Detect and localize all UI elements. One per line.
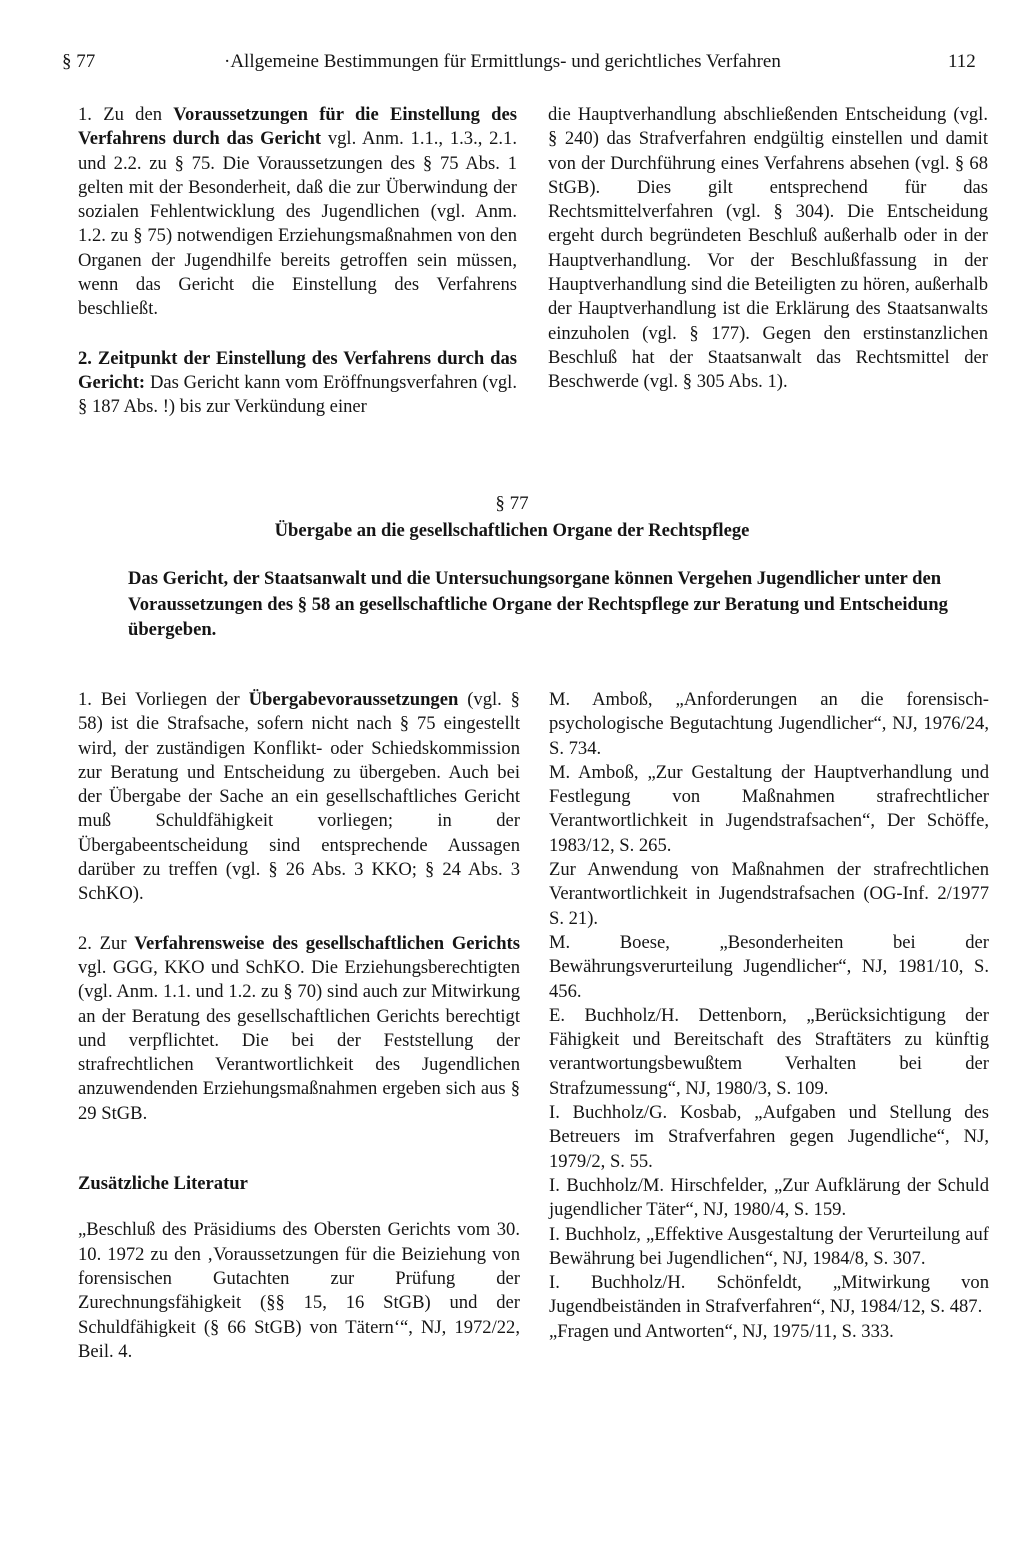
paragraph-text: vgl. GGG, KKO und SchKO. Die Erziehungsberechtigten (vgl. Anm. 1.1. und 1.2. zu § 70) sind auch zur Mitwirkung an der Beratung des gesellschaftlichen Gerichts berechtigt und verpflichtet. Die bei der Feststellung der strafrechtlichen Verantwortlichkeit des Jugendlichen anzuwendenden Erziehungsmaßnahmen ergeben sich aus § 29 StGB. [78,956,520,1124]
commentary-column-left-bottom [78,688,520,1364]
literature-heading: Zusätzliche Literatur [78,1173,248,1195]
literature-entry: „Beschluß des Präsidiums des Obersten Gerichts vom 30. 10. 1972 zu den ‚Voraussetzungen für die Beiziehung von forensischen Gutachten zur Prüfung der Zurechnungsfähigkeit (§§ 15, 16 StGB) und der Schuldfähigkeit (§ 66 StGB) von Tätern‘“, NJ, 1972/22, Beil. 4. [78,1219,520,1362]
literature-entry: E. Buchholz/H. Dettenborn, „Berücksichtigung der Fähigkeit und Bereitschaft des Straftäters zu künftig verantwortungsbewußtem Verhalten bei der Strafzumessung“, NJ, 1980/3, S. 109. [549,1004,989,1099]
paragraph-lead: 2. Zur [78,932,127,954]
statute-text: Das Gericht, der Staatsanwalt und die Untersuchungsorgane können Vergehen Jugendlicher unter den Voraussetzungen des § 58 an gesellschaftliche Organe der Rechtspflege zur Beratung und Entscheidung übergeben. [128,568,948,640]
paragraph-keyword: Verfahrensweise des gesellschaftlichen Gerichts [134,932,520,954]
page-number: 112 [948,51,976,72]
commentary-column-right-top [548,103,988,395]
paragraph-text: Das Gericht kann vom Eröffnungsverfahren (vgl. § 187 Abs. !) bis zur Verkündung einer [78,371,517,418]
literature-column-right [549,688,989,1344]
paragraph-keyword: 2. Zeitpunkt der Einstellung des Verfahrens durch das Gericht: [78,347,517,393]
section-number: § 77 [495,493,529,514]
literature-entry: M. Amboß, „Anforderungen an die forensisch-psychologische Begutachtung Jugendlicher“, NJ, 1976/24, S. 734. [549,689,989,759]
literature-entry: „Fragen und Antworten“, NJ, 1975/11, S. 333. [549,1320,894,1342]
literature-entry: I. Buchholz, „Effektive Ausgestaltung der Verurteilung auf Bewährung bei Jugendlichen“, NJ, 1984/8, S. 307. [549,1223,989,1269]
literature-entry: M. Amboß, „Zur Gestaltung der Hauptverhandlung und Festlegung von Maßnahmen strafrechtlicher Verantwortlichkeit in Jugendstrafsachen“, Der Schöffe, 1983/12, S. 265. [549,761,989,856]
commentary-paragraph-2-continued: die Hauptverhandlung abschließenden Entscheidung (vgl. § 240) das Strafverfahren endgültig einstellen und damit von der Durchführung eines Verfahrens absehen (vgl. § 68 StGB). Dies gilt entsprechend für das Rechtsmittelverfahren (vgl. § 304). Die Entscheidung ergeht durch begründeten Beschluß außerhalb oder in der Hauptverhandlung. Vor der Beschlußfassung in der Hauptverhandlung sind die Beteiligten zu hören, außerhalb der Hauptverhandlung ist die Erklärung des Staatsanwalts einzuholen (vgl. § 177). Gegen den erstinstanzlichen Beschluß hat der Staatsanwalt das Rechtsmittel der Beschwerde (vgl. § 305 Abs. 1). [548,104,988,393]
commentary-paragraph-1 [78,688,520,907]
running-header-title: ·Allgemeine Bestimmungen für Ermittlungs- und gerichtliches Verfahren [224,51,781,72]
literature-entry: I. Buchholz/H. Schönfeldt, „Mitwirkung von Jugendbeiständen in Strafverfahren“, NJ, 1984/12, S. 487. [549,1272,989,1318]
commentary-column-left-top [78,103,517,420]
literature-entry: M. Boese, „Besonderheiten bei der Bewährungsverurteilung Jugendlicher“, NJ, 1981/10, S. 456. [549,931,989,1002]
paragraph-text: vgl. Anm. 1.1., 1.3., 2.1. und 2.2. zu § 75. Die Voraussetzungen des § 75 Abs. 1 gelten mit der Besonderheit, daß die zur Überwindung der sozialen Fehlentwicklung des Jugendlichen (vgl. Anm. 1.2. zu § 75) notwendigen Erziehungsmaßnahmen von den Organen der Jugendhilfe bereits getroffen sein müssen, wenn das Gericht die Einstellung des Verfahrens beschließt. [78,128,518,320]
commentary-paragraph-2 [78,347,517,420]
commentary-paragraph-2 [78,932,520,1126]
paragraph-lead: 1. Zu den [78,104,163,125]
section-title: Übergabe an die gesellschaftlichen Organe der Rechtspflege [274,520,750,541]
literature-entry: Zur Anwendung von Maßnahmen der strafrechtlichen Verantwortlichkeit in Jugendstrafsachen (OG-Inf. 2/1977 S. 21). [549,859,989,929]
paragraph-text: (vgl. § 58) ist die Strafsache, sofern nicht nach § 75 eingestellt wird, der zuständigen Konflikt- oder Schiedskommission zur Beratung und Entscheidung zu übergeben. Auch bei der Übergabe der Sache an ein gesellschaftliches Gericht muß Schuldfähigkeit vorliegen; in der Übergabeentscheidung sind entsprechende Aussagen darüber zu treffen (vgl. § 26 Abs. 3 KKO; § 24 Abs. 3 SchKO). [78,689,520,905]
literature-entry: I. Buchholz/M. Hirschfelder, „Zur Aufklärung der Schuld jugendlicher Täter“, NJ, 1980/4, S. 159. [549,1174,989,1221]
literature-entry: I. Buchholz/G. Kosbab, „Aufgaben und Stellung des Betreuers im Strafverfahren gegen Jugendliche“, NJ, 1979/2, S. 55. [549,1102,989,1172]
paragraph-keyword: Übergabevoraussetzungen [248,689,459,710]
paragraph-keyword: Voraussetzungen für die Einstellung des Verfahrens durch das Gericht [78,104,517,150]
commentary-paragraph-1 [78,103,517,322]
header-section-number: § 77 [62,51,96,72]
paragraph-lead: 1. Bei Vorliegen der [78,689,240,710]
